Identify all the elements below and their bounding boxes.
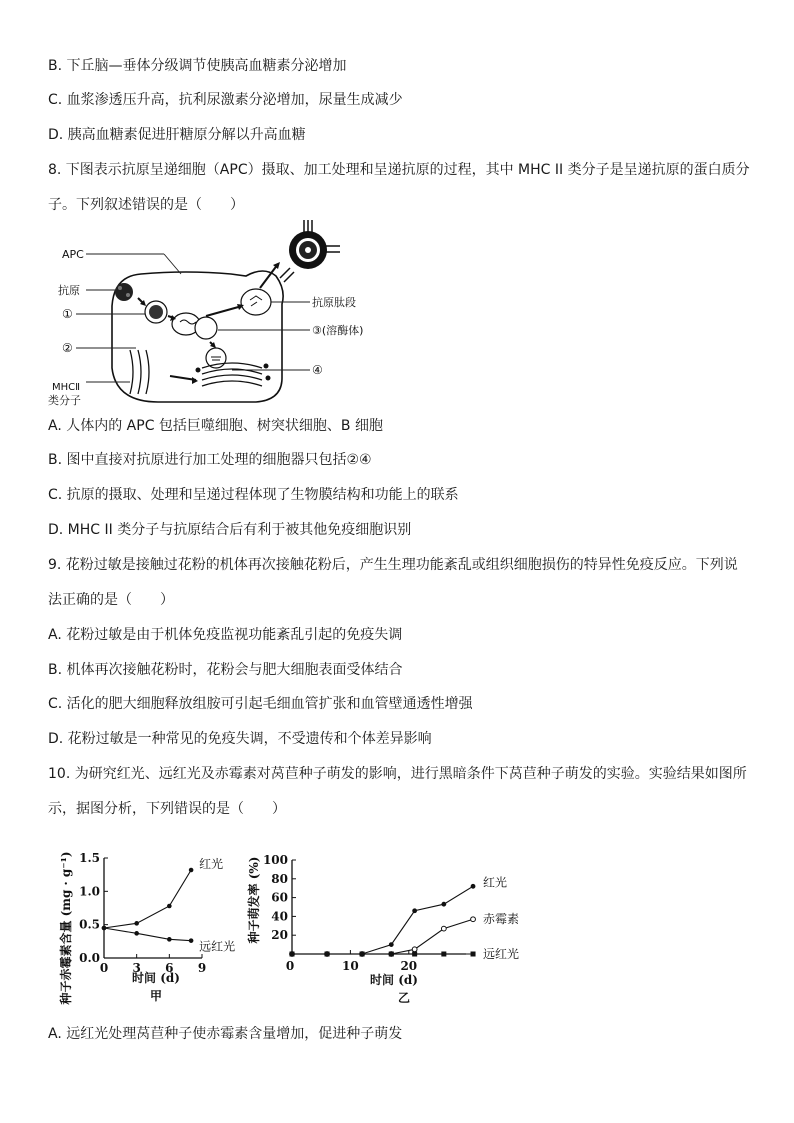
apc-antigen-presentation-diagram [46,218,366,410]
chart-yi-y-tick-label: 20 [271,928,288,943]
endoplasmic-reticulum [130,350,149,394]
chart-jia-data-point [167,904,172,909]
q10-option-a: A. 远红光处理莴苣种子使赤霉素含量增加，促进种子萌发 [48,1026,403,1042]
chart-jia-y-tick-label: 0.5 [79,917,100,932]
label-lysosome: ③(溶酶体) [312,324,364,337]
chart-yi-ylabel: 种子萌发率 (%) [247,856,261,944]
q8-option-a: A. 人体内的 APC 包括巨噬细胞、树突状细胞、B 细胞 [48,418,383,434]
q7-option-d: D. 胰高血糖素促进肝糖原分解以升高血糖 [48,127,306,143]
antigen-particle [115,283,133,301]
chart-jia-y-tick-label: 1.5 [79,851,100,865]
chart-jia-y-tick-label: 0.0 [79,951,100,965]
chart-jia-series-line [104,870,191,928]
chart-jia-x-tick-label: 0 [99,961,109,975]
q9-stem-line1: 9. 花粉过敏是接触过花粉的机体再次接触花粉后，产生生理功能紊乱或组织细胞损伤的特异性免疫反应。下列说 [48,557,738,573]
label-four: ④ [312,363,323,377]
chart-jia-x-tick-label: 3 [132,961,141,975]
chart-yi-data-point [412,947,417,952]
chart-yi-origin-label: 0 [285,959,295,973]
chart-yi-data-point [471,884,476,889]
label-antigen: 抗原 [58,284,80,297]
label-antigen-peptide: 抗原肽段 [312,296,356,309]
chart-yi-data-point [325,952,330,957]
q9-option-a: A. 花粉过敏是由于机体免疫监视功能紊乱引起的免疫失调 [48,627,403,643]
chart-yi-series-label: 远红光 [483,947,520,961]
chart-jia-series-label: 红光 [199,857,224,871]
chart-yi-y-tick-label: 60 [271,890,288,905]
q8-option-b: B. 图中直接对抗原进行加工处理的细胞器只包括②④ [48,452,372,468]
chart-jia-series-line [104,928,191,941]
q9-stem-line2: 法正确的是（ ） [48,592,174,608]
chart-yi-data-point [412,908,417,913]
q7-option-b: B. 下丘脑—垂体分级调节使胰高血糖素分泌增加 [48,58,347,74]
label-apc: APC [62,248,84,261]
q8-option-c: C. 抗原的摄取、处理和呈递过程体现了生物膜结构和功能上的联系 [48,487,459,503]
chart-jia-ylabel: 种子赤霉素含量 (mg · g⁻¹) [59,851,73,1005]
chart-yi-data-point [389,942,394,947]
chart-yi-data-point [290,952,295,957]
chart-yi-data-point [360,952,365,957]
label-one: ① [62,307,73,321]
chart-jia-y-tick-label: 1.0 [79,884,100,899]
chart-jia-data-point [102,926,107,931]
chart-jia-x-tick-label: 9 [197,961,207,975]
chart-yi-series-label: 红光 [483,875,508,890]
chart-jia-x-tick-label: 6 [165,961,174,975]
chart-jia-data-point [189,938,194,943]
chart-jia-series-label: 远红光 [199,939,236,954]
chart-jia-data-point [189,868,194,873]
label-mhc-line2: 类分子 [48,394,81,407]
q9-option-b: B. 机体再次接触花粉时，花粉会与肥大细胞表面受体结合 [48,662,403,678]
chart-yi-germination-rate [246,844,536,1014]
label-two: ② [62,341,73,355]
antigen-peptide-vesicle [241,289,271,315]
chart-yi-xlabel: 时间 (d) [370,973,418,987]
chart-yi-series-line [292,919,473,954]
chart-yi-data-point [471,917,476,922]
q8-stem-line1: 8. 下图表示抗原呈递细胞（APC）摄取、加工处理和呈递抗原的过程，其中 MHC II 类分子是呈递抗原的蛋白质分 [48,162,750,178]
chart-yi-data-point [471,952,476,957]
chart-yi-y-tick-label: 40 [271,909,288,924]
chart-yi-y-tick-label: 100 [262,853,288,867]
q7-option-c: C. 血浆渗透压升高，抗利尿激素分泌增加，尿量生成减少 [48,92,403,108]
chart-yi-data-point [441,902,446,907]
chart-jia-xlabel: 时间 (d) [132,971,180,985]
chart-yi-x-tick-label: 20 [400,959,418,973]
chart-yi-series-line [292,886,473,954]
chart-jia-data-point [167,937,172,942]
chart-yi-data-point [441,952,446,957]
chart-yi-data-point [412,952,417,957]
chart-yi-data-point [441,926,446,931]
q8-option-d: D. MHC II 类分子与抗原结合后有利于被其他免疫细胞识别 [48,522,412,538]
chart-yi-caption: 乙 [397,991,411,1005]
chart-yi-x-tick-label: 10 [342,959,359,973]
label-mhc-line1: MHCⅡ [52,382,81,393]
chart-jia-gibberellin-content [56,836,256,1014]
chart-jia-data-point [134,931,139,936]
chart-jia-data-point [134,921,139,926]
chart-yi-y-tick-label: 80 [271,871,288,886]
chart-yi-data-point [389,952,394,957]
q10-stem-line1: 10. 为研究红光、远红光及赤霉素对莴苣种子萌发的影响，进行黑暗条件下莴苣种子萌发的实验。实验结果如图所 [48,766,747,782]
chart-jia-caption: 甲 [149,989,163,1003]
q9-option-c: C. 活化的肥大细胞释放组胺可引起毛细血管扩张和血管壁通透性增强 [48,696,473,712]
lysosome [195,317,217,339]
q8-stem-line2: 子。下列叙述错误的是（ ） [48,197,244,213]
q10-stem-line2: 示，据图分析，下列错误的是（ ） [48,801,286,817]
q9-option-d: D. 花粉过敏是一种常见的免疫失调，不受遗传和个体差异影响 [48,731,432,747]
chart-yi-series-label: 赤霉素 [483,912,520,927]
t-cell [280,220,340,282]
